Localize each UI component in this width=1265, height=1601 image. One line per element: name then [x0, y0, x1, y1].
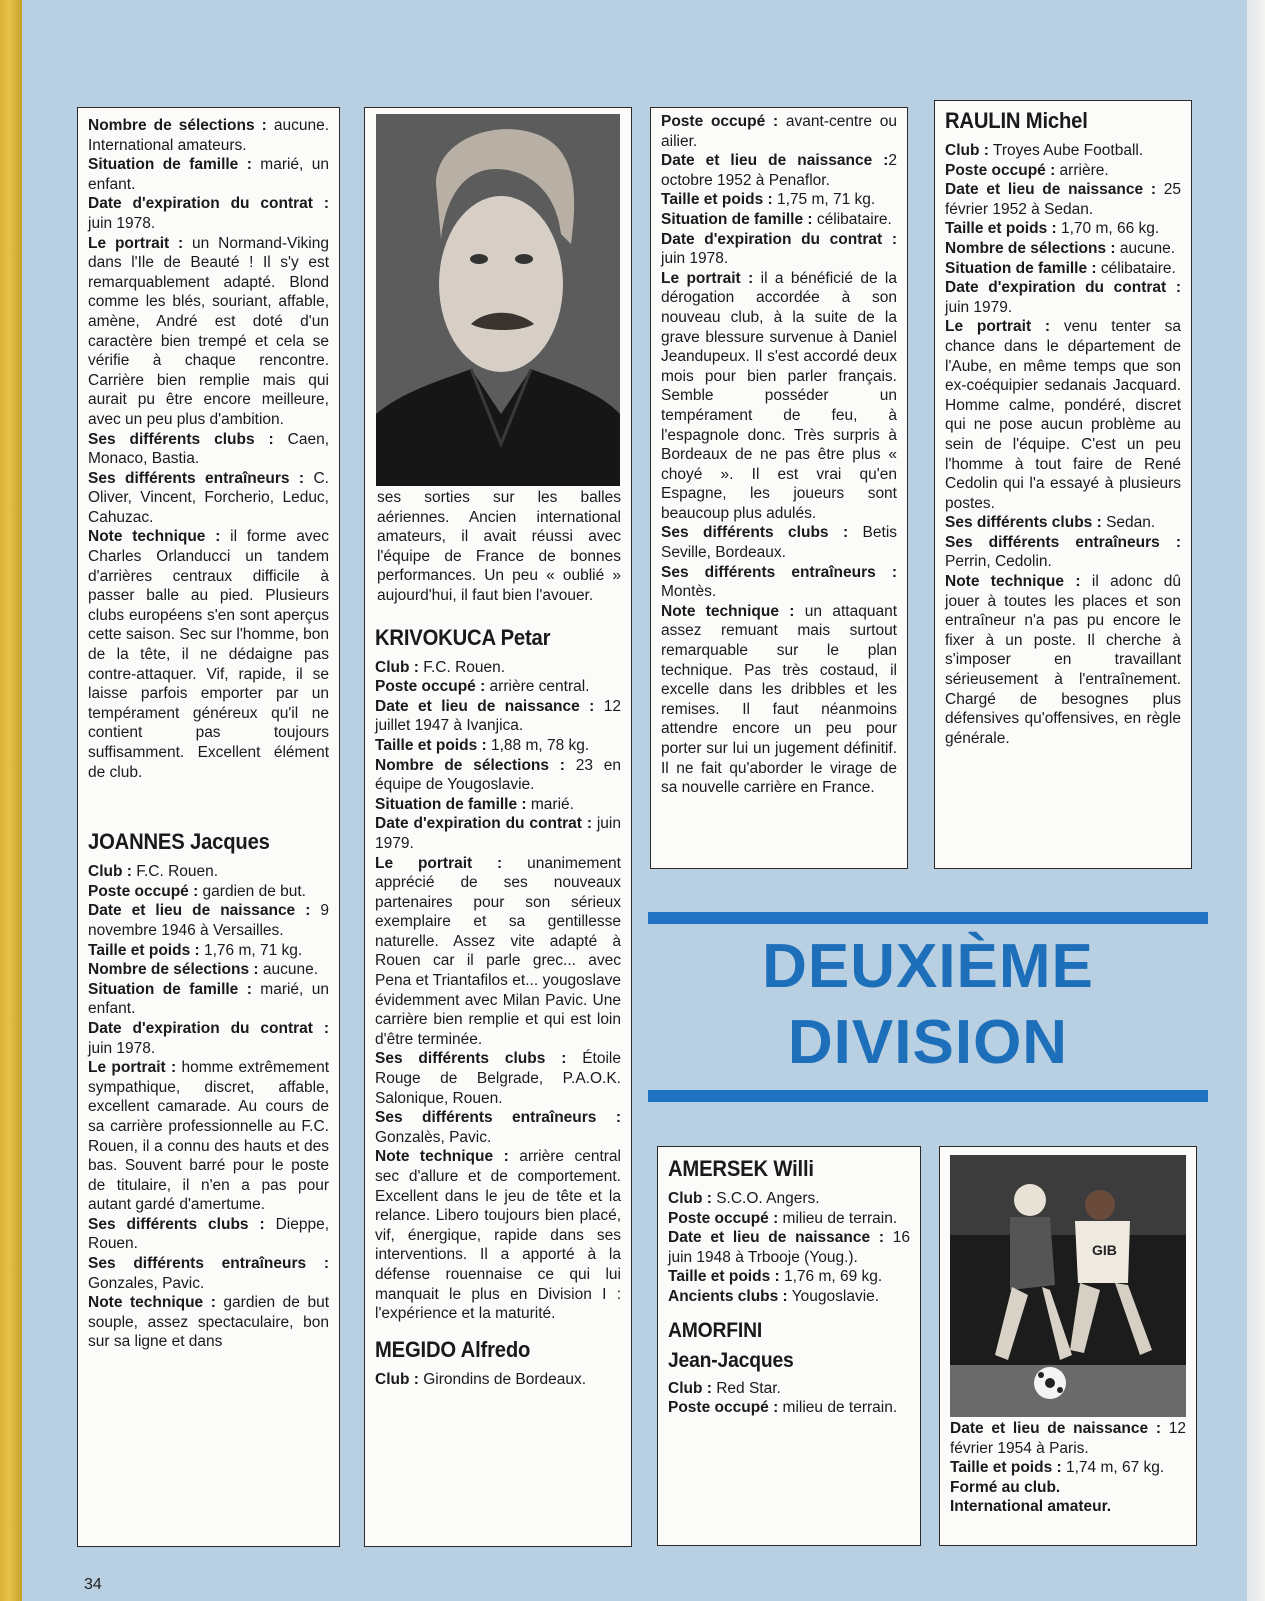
info-label: Ses différents clubs :	[88, 1215, 265, 1233]
info-label: Nombre de sélections :	[88, 117, 267, 134]
info-entry	[88, 194, 329, 233]
info-value: 25 février 1952 à Sedan.	[945, 181, 1181, 218]
info-label: Poste occupé :	[668, 1209, 779, 1227]
info-entry	[950, 1419, 1186, 1458]
col2-player2-entries	[375, 1370, 621, 1390]
info-label: Taille et poids :	[661, 191, 773, 209]
info-entry	[950, 1478, 1186, 1498]
info-label: Date d'expiration du contrat :	[88, 195, 329, 213]
info-entry	[88, 1254, 329, 1293]
info-label: Ses différents entraîneurs :	[945, 533, 1181, 551]
player-name-joannes: JOANNES Jacques	[88, 829, 270, 855]
info-label: Date d'expiration du contrat :	[375, 815, 592, 833]
info-entry	[375, 1108, 621, 1147]
info-label: Poste occupé :	[375, 678, 486, 696]
info-value: Montès.	[661, 583, 717, 601]
info-label: Date et lieu de naissance :	[375, 697, 595, 715]
col3-entries	[661, 112, 897, 798]
info-entry	[668, 1189, 910, 1209]
info-value: juin 1979.	[375, 815, 621, 852]
info-value: Dieppe, Rouen.	[88, 1215, 329, 1253]
info-value: arrière central.	[485, 678, 590, 696]
info-entry	[88, 430, 329, 469]
player-name-megido: MEGIDO Alfredo	[375, 1336, 531, 1362]
info-label: Taille et poids :	[950, 1459, 1062, 1477]
info-value: aucune. International amateurs.	[88, 117, 330, 154]
info-entry	[661, 230, 897, 269]
info-label: Poste occupé :	[945, 161, 1056, 179]
info-value: gardien de but souple, assez spectaculaire, bon sur sa ligne et dans	[88, 1294, 329, 1351]
info-label: Nombre de sélections :	[945, 239, 1116, 257]
info-entry	[945, 572, 1181, 748]
heading-line2: DIVISION	[787, 1008, 1069, 1077]
info-entry	[88, 862, 329, 882]
bottom-rule	[648, 1090, 1208, 1102]
info-entry	[375, 1370, 621, 1390]
info-value: célibataire.	[1096, 259, 1176, 277]
info-entry	[945, 533, 1181, 572]
info-value: Girondins de Bordeaux.	[418, 1370, 587, 1388]
info-value: 1,75 m, 71 kg.	[772, 191, 876, 209]
info-label: Club :	[668, 1379, 712, 1397]
info-entry	[945, 513, 1181, 533]
info-entry	[661, 269, 897, 524]
info-value: arrière central sec d'allure et de comportement. Excellent dans le jeu de tête et la relance. Libero toujours bien placé, vif, énergique, rapide dans ses interventions. Il a apporté à la défense rouennaise ce qui lui manquait le plus en Division I : l'expérience et la maturité.	[375, 1148, 621, 1323]
info-value: 1,74 m, 67 kg.	[1061, 1459, 1165, 1477]
info-entry	[661, 602, 897, 798]
info-value: Red Star.	[711, 1379, 781, 1397]
info-value: 1,70 m, 66 kg.	[1056, 220, 1160, 238]
info-entry	[88, 941, 329, 961]
info-value: marié.	[526, 795, 574, 813]
info-value: Betis Seville, Bordeaux.	[661, 524, 898, 562]
info-value: 1,88 m, 78 kg.	[486, 736, 590, 754]
info-entry	[375, 756, 621, 795]
info-entry	[375, 854, 621, 1050]
info-entry	[668, 1267, 910, 1287]
col4-entries	[945, 141, 1181, 748]
info-entry	[668, 1209, 910, 1229]
action-photo-box	[939, 1146, 1197, 1546]
info-entry	[661, 563, 897, 602]
info-label: Ses différents clubs :	[88, 430, 274, 448]
info-entry	[88, 882, 329, 902]
info-label: Ses différents clubs :	[375, 1050, 567, 1068]
info-entry	[375, 677, 621, 697]
info-label: Situation de famille :	[88, 980, 252, 998]
info-label: Date et lieu de naissance :	[88, 902, 311, 920]
heading-line1: DEUXIÈME	[762, 932, 1094, 1001]
info-entry	[668, 1379, 910, 1399]
section-heading	[648, 912, 1208, 1112]
info-value: avant-centre ou ailier.	[661, 113, 898, 150]
info-entry	[88, 1019, 329, 1058]
info-entry	[375, 658, 621, 678]
info-entry	[375, 814, 621, 853]
info-value: milieu de terrain.	[778, 1209, 898, 1227]
info-value: 2 octobre 1952 à Penaflor.	[661, 152, 897, 189]
action-illustration	[950, 1155, 1186, 1417]
player-name-amorfini: AMORFINI	[668, 1318, 763, 1342]
action-photo	[950, 1155, 1186, 1417]
info-entry	[661, 112, 897, 151]
info-entry	[88, 469, 329, 528]
info-label: Taille et poids :	[945, 220, 1057, 238]
info-entry	[375, 736, 621, 756]
info-entry	[88, 1215, 329, 1254]
continuation-text: ses sorties sur les balles aériennes. Ancien international amateurs, il avait réussi avec l'équipe de France de bonnes performances. Un peu « oublié » aujourd'hui, il faut bien l'avouer.	[377, 489, 621, 604]
info-value: homme extrêmement sympathique, discret, affable, excellent camarade. Au cours de sa carrière professionnelle au F.C. Rouen, il a connu des hauts et des bas. Souvent barré pour le poste de titulaire, il n'en a pas pour autant gardé d'amertume.	[88, 1059, 329, 1214]
info-label: Date et lieu de naissance :	[668, 1229, 885, 1247]
info-value: il forme avec Charles Orlanducci un tandem d'arrières centraux difficile à passer balle au pied. Plusieurs clubs européens s'en sont aperçus cette saison. Sec sur l'homme, bon de la tête, il ne dédaigne pas contre-attaquer. Vif, rapide, il se laisse parfois emporter par un tempérament généreux qu'il ne contient pas toujours suffisamment. Excellent élément de club.	[88, 528, 330, 781]
info-label: Note technique :	[945, 573, 1081, 591]
info-label: Ses différents entraîneurs :	[375, 1109, 621, 1127]
col2-player-entries	[375, 658, 621, 1324]
info-label: International amateur.	[950, 1498, 1112, 1516]
info-entry	[668, 1287, 910, 1307]
info-value: 1,76 m, 71 kg.	[199, 941, 303, 959]
info-value: Caen, Monaco, Bastia.	[88, 430, 329, 468]
player-name-raulin: RAULIN Michel	[945, 108, 1088, 133]
info-value: aucune.	[258, 961, 319, 979]
info-label: Ses différents clubs :	[945, 514, 1102, 532]
info-label: Poste occupé :	[668, 1399, 779, 1417]
info-entry	[88, 960, 329, 980]
amersek-entries	[668, 1189, 910, 1307]
info-value: milieu de terrain.	[778, 1399, 898, 1417]
binding-edge	[0, 0, 22, 1601]
info-value: il adonc dû jouer à toutes les places et son entraîneur n'a pas pu encore le fixer à un poste. Il cherche à s'imposer en travaillant sérieusement à l'entraînement. Chargé de besognes plus défensives qu'offensives, en règle générale.	[945, 573, 1182, 747]
info-label: Situation de famille :	[945, 259, 1097, 277]
info-entry	[668, 1228, 910, 1267]
info-entry	[661, 210, 897, 230]
info-label: Taille et poids :	[375, 736, 487, 754]
info-label: Le portrait :	[375, 854, 503, 872]
info-entry	[945, 141, 1181, 161]
info-label: Club :	[88, 863, 132, 881]
info-label: Poste occupé :	[661, 113, 779, 130]
info-label: Situation de famille :	[375, 795, 527, 813]
info-value: gardien de but.	[198, 882, 306, 900]
col1-player2-entries	[88, 862, 329, 1352]
info-label: Formé au club.	[950, 1478, 1061, 1496]
info-label: Date et lieu de naissance :	[945, 181, 1157, 199]
info-value: aucune.	[1115, 239, 1176, 257]
info-value: un attaquant assez remuant mais surtout remarquable sur le plan technique. Pas très costaud, il excelle dans les dribbles et les remises. Il faut néanmoins attendre encore un peu pour porter sur lui un jugement définitif. Il ne fait qu'aborder le virage de sa nouvelle carrière en France.	[661, 602, 898, 797]
info-value: célibataire.	[812, 210, 892, 228]
info-entry	[375, 1147, 621, 1323]
info-label: Situation de famille :	[88, 156, 252, 174]
info-value: arrière.	[1055, 161, 1109, 179]
info-entry	[945, 219, 1181, 239]
info-label: Club :	[945, 142, 989, 159]
info-value: venu tenter sa chance dans le département de l'Aube, en même temps que son ex-coéquipier sedanais Jacquard. Homme calme, pondéré, discret qui ne pose aucun problème au sein de l'équipe. C'est un peu l'homme à tout faire de René Cedolin qui l'a essayé à plusieurs postes.	[945, 318, 1181, 512]
info-value: juin 1978.	[88, 1039, 156, 1057]
info-label: Date d'expiration du contrat :	[945, 279, 1181, 297]
info-value: F.C. Rouen.	[418, 658, 506, 676]
info-value: Yougoslavie.	[787, 1287, 880, 1305]
portrait-illustration	[376, 114, 620, 486]
info-value: un Normand-Viking dans l'Ile de Beauté ! Il s'y est remarquablement adapté. Blond comme les blés, souriant, affable, amène, André est doté d'un caractère bien trempé et cela se vérifie à chaque rencontre. Carrière bien remplie mais qui aurait pu être encore meilleure, avec un peu plus d'ambition.	[88, 234, 329, 428]
page-edge	[1247, 0, 1265, 1601]
info-label: Note technique :	[88, 1294, 216, 1312]
player-name-krivokuca: KRIVOKUCA Petar	[375, 624, 551, 650]
info-entry	[88, 1293, 329, 1352]
info-value: 12 juillet 1947 à Ivanjica.	[375, 697, 621, 735]
info-value: 16 juin 1948 à Trbooje (Youg.).	[668, 1229, 910, 1266]
info-entry	[945, 161, 1181, 181]
info-label: Note technique :	[375, 1148, 509, 1166]
info-value: unanimement apprécié de ses nouveaux partenaires pour son sérieux exemplaire et sa gentillesse naturelle. Assez vite adapté à Rouen car il parle grec... avec Pena et Triantafilos et... yougoslave évidemment avec Milan Pavic. Une carrière bien remplie et qui est loin d'être terminée.	[375, 854, 621, 1048]
info-value: S.C.O. Angers.	[711, 1190, 820, 1207]
info-value: C. Oliver, Vincent, Forcherio, Leduc, Cahuzac.	[88, 469, 329, 526]
player-box-col4	[934, 100, 1192, 869]
player-box-col3	[650, 107, 908, 869]
info-label: Le portrait :	[88, 1059, 177, 1077]
magazine-page	[22, 0, 1247, 1601]
info-value: Sedan.	[1101, 514, 1156, 532]
info-value: juin 1979.	[945, 298, 1013, 316]
info-label: Nombre de sélections :	[375, 756, 565, 774]
info-value: 1,76 m, 69 kg.	[779, 1268, 883, 1286]
info-entry	[375, 697, 621, 736]
info-label: Note technique :	[661, 602, 795, 620]
info-value: Perrin, Cedolin.	[945, 553, 1052, 571]
info-label: Date d'expiration du contrat :	[661, 230, 897, 248]
info-value: Troyes Aube Football.	[988, 142, 1144, 159]
info-label: Ancients clubs :	[668, 1287, 788, 1305]
info-entry	[945, 259, 1181, 279]
info-entry	[661, 190, 897, 210]
info-label: Date et lieu de naissance :	[661, 152, 889, 170]
col1-entries	[88, 116, 329, 782]
info-label: Ses différents entraîneurs :	[88, 1255, 329, 1273]
info-entry	[88, 901, 329, 940]
player-portrait-photo	[376, 114, 620, 486]
info-label: Club :	[668, 1190, 712, 1207]
top-rule	[648, 912, 1208, 924]
info-entry	[375, 1049, 621, 1108]
info-label: Note technique :	[88, 528, 221, 546]
info-entry	[88, 527, 329, 782]
player-box-col2	[364, 107, 632, 1547]
info-entry	[668, 1398, 910, 1418]
info-label: Ses différents clubs :	[661, 524, 849, 542]
info-entry	[88, 155, 329, 194]
info-entry	[661, 151, 897, 190]
info-entry	[88, 116, 329, 155]
info-label: Ses différents entraîneurs :	[88, 469, 305, 487]
info-value: il a bénéficié de la dérogation accordée à son nouveau club, à la suite de la grave blessure survenue à Daniel Jeandupeux. Il s'est accordé deux mois pour bien parler français. Semble posséder un tempérament de feu, à l'espagnole donc. Très surpris à Bordeaux de ne pas être plus « choyé ». Il est vrai qu'en Espagne, les joueurs sont beaucoup plus adulés.	[661, 269, 898, 522]
info-label: Le portrait :	[661, 269, 754, 287]
info-entry	[945, 278, 1181, 317]
info-entry	[950, 1497, 1186, 1517]
info-value: juin 1978.	[88, 214, 156, 232]
info-entry	[945, 317, 1181, 513]
info-label: Ses différents entraîneurs :	[661, 563, 897, 581]
player-name-amersek: AMERSEK Willi	[668, 1156, 814, 1181]
player-box-col1	[77, 107, 340, 1547]
info-label: Le portrait :	[88, 234, 184, 252]
info-entry	[945, 180, 1181, 219]
info-label: Date d'expiration du contrat :	[88, 1019, 329, 1037]
player-firstname-amorfini: Jean-Jacques	[668, 1348, 794, 1372]
info-entry	[88, 980, 329, 1019]
info-entry	[88, 1058, 329, 1215]
info-label: Club :	[375, 1370, 419, 1388]
info-value: F.C. Rouen.	[131, 863, 219, 881]
info-entry	[661, 523, 897, 562]
info-label: Club :	[375, 658, 419, 676]
info-value: marié, un enfant.	[88, 980, 329, 1018]
player-box-amersek	[657, 1146, 921, 1546]
info-entry	[88, 234, 329, 430]
jersey-label: GIB	[1092, 1242, 1117, 1258]
info-entry	[375, 795, 621, 815]
info-label: Nombre de sélections :	[88, 961, 259, 979]
info-entry	[950, 1458, 1186, 1478]
info-value: Gonzalès, Pavic.	[375, 1128, 492, 1146]
info-label: Poste occupé :	[88, 882, 199, 900]
amorfini-entries	[668, 1379, 910, 1418]
info-label: Situation de famille :	[661, 210, 813, 228]
info-value: juin 1978.	[661, 250, 729, 268]
info-value: 9 novembre 1946 à Versailles.	[88, 902, 329, 939]
info-label: Taille et poids :	[88, 941, 200, 959]
info-value: 23 en équipe de Yougoslavie.	[375, 756, 621, 794]
info-label: Le portrait :	[945, 318, 1051, 336]
info-label: Taille et poids :	[668, 1268, 780, 1286]
info-value: Étoile Rouge de Belgrade, P.A.O.K. Salonique, Rouen.	[375, 1050, 621, 1107]
info-entry	[945, 239, 1181, 259]
info-value: 12 février 1954 à Paris.	[950, 1420, 1186, 1457]
page-number: 34	[84, 1576, 102, 1593]
info-value: Gonzales, Pavic.	[88, 1274, 205, 1292]
info-value: marié, un enfant.	[88, 156, 329, 193]
info-label: Date et lieu de naissance :	[950, 1420, 1162, 1437]
action-box-entries	[950, 1419, 1186, 1517]
